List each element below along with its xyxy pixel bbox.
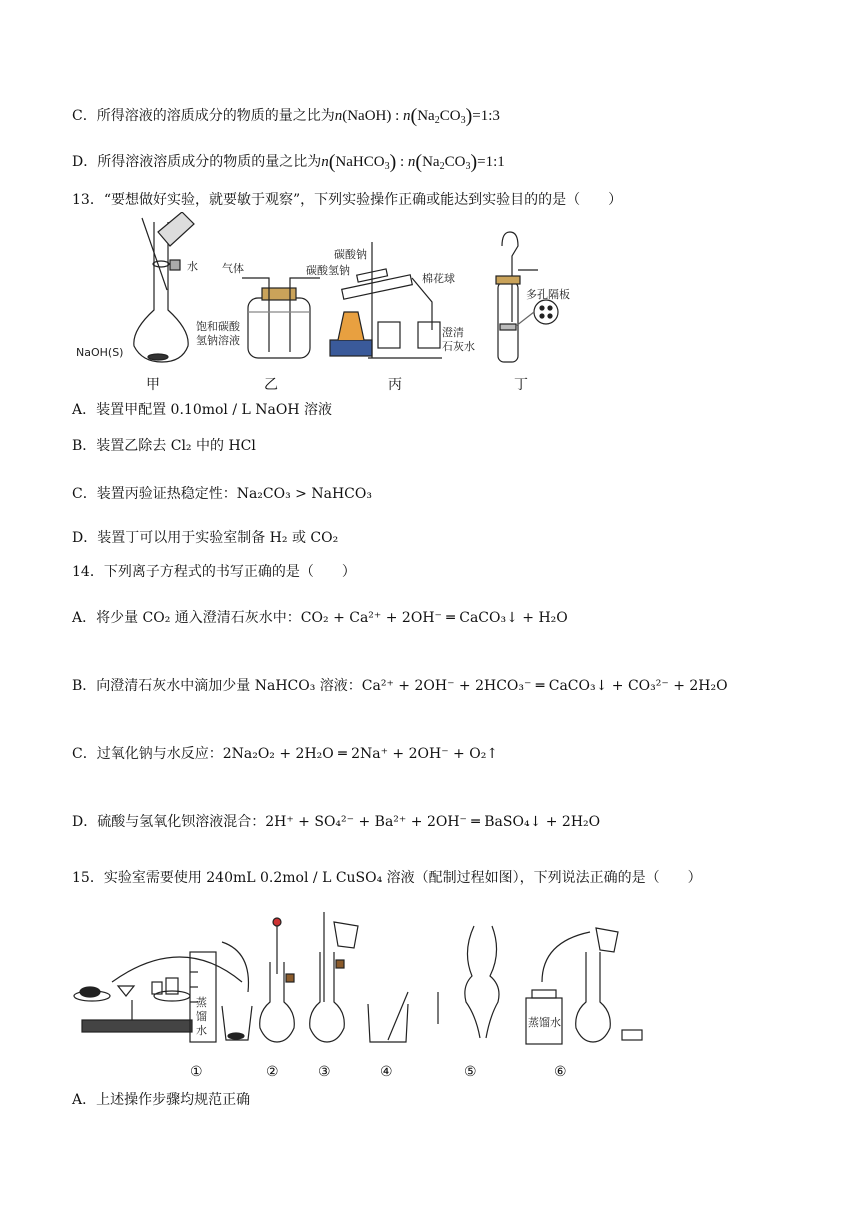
- step3-flask: [310, 912, 358, 1042]
- label-sat2: 氢钠溶液: [196, 334, 240, 347]
- q12-option-c: [72, 106, 500, 131]
- label-bottle: 蒸馏水: [528, 1016, 561, 1029]
- label-sat1: 饱和碳酸: [196, 320, 240, 333]
- caption-bing: 丙: [388, 377, 402, 393]
- label-water: 水: [187, 260, 198, 273]
- q12-option-c-ratio: =1:3: [472, 108, 500, 124]
- apparatus-jia: [134, 212, 194, 362]
- q14-option-b: B．向澄清石灰水中滴加少量 NaHCO₃ 溶液：Ca²⁺ + 2OH⁻ + 2HCO₃⁻ ═ CaCO₃↓ + CO₃²⁻ + 2H₂O: [72, 678, 728, 694]
- caption-ding: 丁: [514, 377, 528, 393]
- label-water-1: 蒸: [196, 996, 207, 1009]
- q12-option-d-ratio: =1:1: [477, 154, 505, 170]
- label-nahco3: 碳酸氢钠: [306, 264, 350, 277]
- label-gas: 气体: [222, 262, 244, 275]
- caption-jia: 甲: [146, 377, 160, 393]
- q13-option-b: B．装置乙除去 Cl₂ 中的 HCl: [72, 438, 256, 454]
- label-water-2: 馏: [196, 1010, 207, 1023]
- q15-procedure-figure: [72, 912, 652, 1052]
- label-naoh: NaOH(S): [76, 346, 124, 359]
- step2-flask: [260, 918, 295, 1042]
- step-2: ②: [266, 1064, 279, 1080]
- q12-option-c-text: C．所得溶液的溶质成分的物质的量之比为: [72, 108, 335, 124]
- q14-stem: 14．下列离子方程式的书写正确的是（ ）: [72, 564, 356, 580]
- label-cotton: 棉花球: [422, 272, 455, 285]
- q13-stem: 13．“要想做好实验，就要敏于观察”，下列实验操作正确或能达到实验目的的是（ ）: [72, 192, 623, 208]
- q12-option-d-formula: n(NaHCO$_3$) : $n(Na_2CO_3)$: [321, 151, 478, 173]
- q15-option-a: A．上述操作步骤均规范正确: [72, 1092, 251, 1108]
- label-na2co3: 碳酸钠: [334, 248, 367, 261]
- step4-beaker: [368, 992, 408, 1042]
- q15-stem: 15．实验室需要使用 240mL 0.2mol / L CuSO₄ 溶液（配制过程如图），下列说法正确的是（ ）: [72, 870, 702, 886]
- q13-apparatus-figure: [72, 212, 592, 372]
- balance: [74, 957, 242, 1032]
- step-3: ③: [318, 1064, 331, 1080]
- label-water-3: 水: [196, 1024, 207, 1037]
- step5-flask: [438, 926, 499, 1038]
- label-plate: 多孔隔板: [526, 288, 570, 301]
- q12-option-d-text: D．所得溶液溶质成分的物质的量之比为: [72, 154, 322, 170]
- q14-option-c: C．过氧化钠与水反应：2Na₂O₂ + 2H₂O ═ 2Na⁺ + 2OH⁻ + O₂↑: [72, 746, 499, 762]
- q12-option-c-formula: n(NaOH) : $n(Na_2CO_3)$: [334, 105, 473, 127]
- step-1: ①: [190, 1064, 203, 1080]
- q12-option-d: [72, 152, 505, 177]
- q14-option-a: A．将少量 CO₂ 通入澄清石灰水中：CO₂ + Ca²⁺ + 2OH⁻ ═ CaCO₃↓ + H₂O: [72, 610, 568, 626]
- caption-yi: 乙: [264, 377, 278, 393]
- step-4: ④: [380, 1064, 393, 1080]
- apparatus-yi: [242, 278, 320, 358]
- q13-option-c: C．装置丙验证热稳定性：Na₂CO₃ > NaHCO₃: [72, 486, 372, 502]
- label-lime2: 石灰水: [442, 340, 475, 353]
- q14-option-d: D．硫酸与氢氧化钡溶液混合：2H⁺ + SO₄²⁻ + Ba²⁺ + 2OH⁻ ═ BaSO₄↓ + 2H₂O: [72, 814, 601, 830]
- q13-option-d: D．装置丁可以用于实验室制备 H₂ 或 CO₂: [72, 530, 339, 546]
- q13-option-a: A．装置甲配置 0.10mol / L NaOH 溶液: [72, 402, 333, 418]
- step-6: ⑥: [554, 1064, 567, 1080]
- step-5: ⑤: [464, 1064, 477, 1080]
- label-lime1: 澄清: [442, 326, 464, 339]
